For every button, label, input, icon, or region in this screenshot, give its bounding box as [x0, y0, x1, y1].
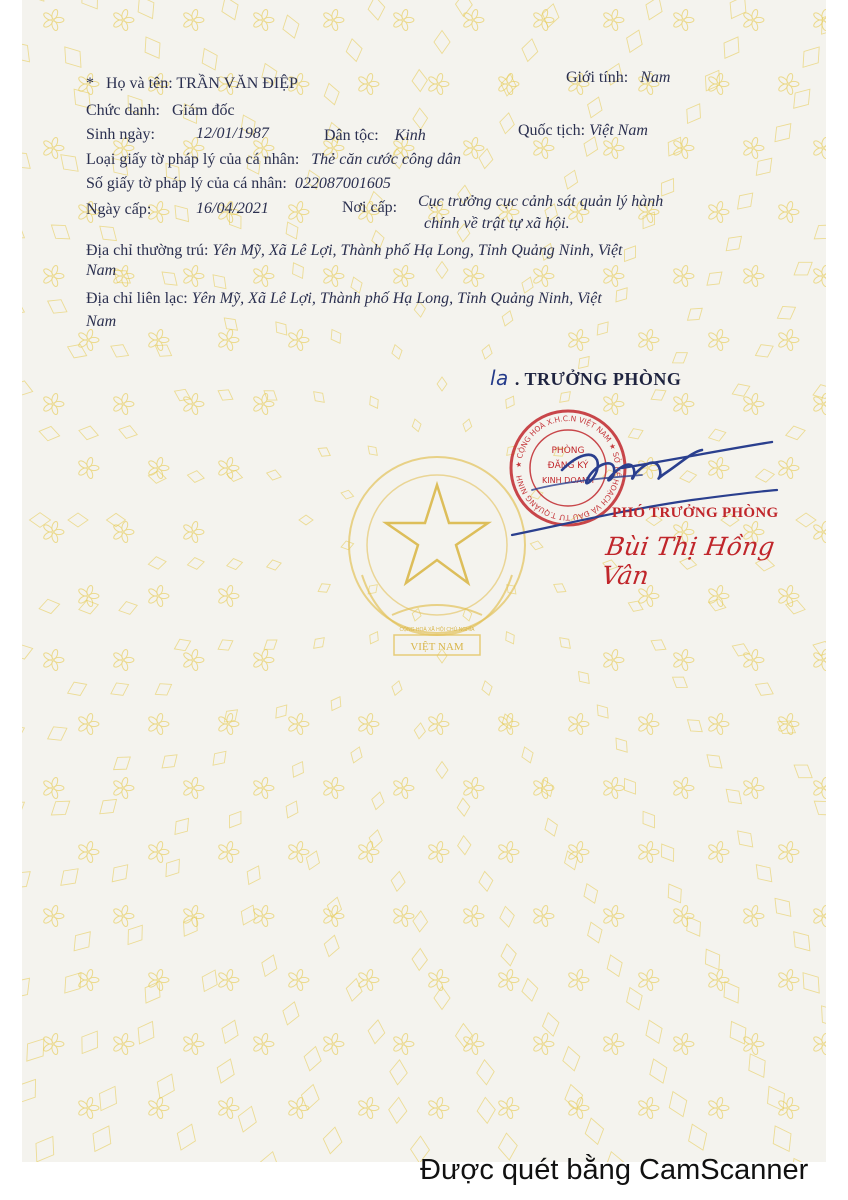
stamp-center-line-1: PHÒNG — [551, 446, 585, 456]
emblem-small-text: CỘNG HOÀ XÃ HỘI CHỦ NGHĨA — [399, 627, 475, 633]
id-type-row — [86, 150, 461, 170]
dob-value: 12/01/1987 — [196, 125, 269, 142]
nationality-value: Việt Nam — [589, 122, 648, 139]
ethnicity-value: Kinh — [394, 127, 426, 144]
contact-address-label: Địa chỉ liên lạc: — [86, 290, 188, 307]
gender-label: Giới tính: — [566, 69, 629, 86]
stamp-ring-text: ★ CỘNG HOÀ X.H.C.N VIỆT NAM ★ SỞ KẾ HOẠCH VÀ ĐẦU TƯ T.QUẢNG NINH — [513, 413, 623, 523]
issue-date-value: 16/04/2021 — [196, 200, 269, 217]
deputy-head-title: PHÓ TRƯỞNG PHÒNG — [612, 505, 779, 521]
title-row — [86, 101, 235, 121]
dob-label: Sinh ngày: — [86, 126, 155, 143]
name-row — [86, 74, 298, 94]
id-type-label: Loại giấy tờ pháp lý của cá nhân: — [86, 151, 300, 168]
heading-text: . TRƯỞNG PHÒNG — [514, 369, 682, 389]
issue-place-value-line1: Cục trưởng cục cảnh sát quản lý hành — [418, 193, 664, 210]
id-number-value: 022087001605 — [294, 175, 391, 192]
nationality-row — [518, 121, 648, 141]
permanent-address-label: Địa chỉ thường trú: — [86, 242, 209, 259]
contact-address-cont: Nam — [86, 313, 117, 330]
title-value: Giám đốc — [172, 102, 235, 119]
name-label: Họ và tên: — [106, 75, 173, 92]
signer-name: Bùi Thị Hồng Vân — [599, 532, 777, 590]
document-page — [22, 0, 826, 1162]
title-label: Chức danh: — [86, 102, 160, 119]
head-of-department-heading — [490, 366, 681, 390]
permanent-address-cont: Nam — [86, 262, 117, 279]
gender-value: Nam — [640, 69, 671, 86]
emblem-ribbon-text: VIỆT NAM — [410, 641, 464, 653]
issue-date-label: Ngày cấp: — [86, 201, 152, 218]
stamp-center-line-2: ĐĂNG KÝ — [547, 461, 589, 471]
camscanner-watermark: Được quét bằng CamScanner — [420, 1154, 809, 1186]
dob-row — [86, 125, 155, 145]
name-value: TRẦN VĂN ĐIỆP — [176, 75, 298, 92]
nationality-label: Quốc tịch: — [518, 122, 586, 139]
id-type-value: Thẻ căn cước công dân — [311, 151, 461, 168]
id-number-label: Số giấy tờ pháp lý của cá nhân: — [86, 175, 287, 192]
permanent-address-value: Yên Mỹ, Xã Lê Lợi, Thành phố Hạ Long, Tỉnh Quảng Ninh, Việt — [212, 242, 623, 259]
ethnicity-row — [324, 126, 426, 146]
permanent-address-row — [86, 241, 622, 261]
issue-date-row — [86, 200, 151, 220]
asterisk: * — [86, 75, 94, 92]
heading-prefix: la — [490, 366, 509, 390]
gender-row — [566, 68, 670, 88]
stamp-center-line-3: KINH DOANH — [542, 476, 594, 485]
ethnicity-label: Dân tộc: — [324, 127, 379, 144]
contact-address-row — [86, 289, 602, 309]
id-number-row — [86, 174, 391, 194]
contact-address-value: Yên Mỹ, Xã Lê Lợi, Thành phố Hạ Long, Tỉnh Quảng Ninh, Việt — [191, 290, 602, 307]
issue-place-label: Nơi cấp: — [342, 199, 398, 216]
issue-place-value-line2: chính về trật tự xã hội. — [424, 215, 570, 232]
